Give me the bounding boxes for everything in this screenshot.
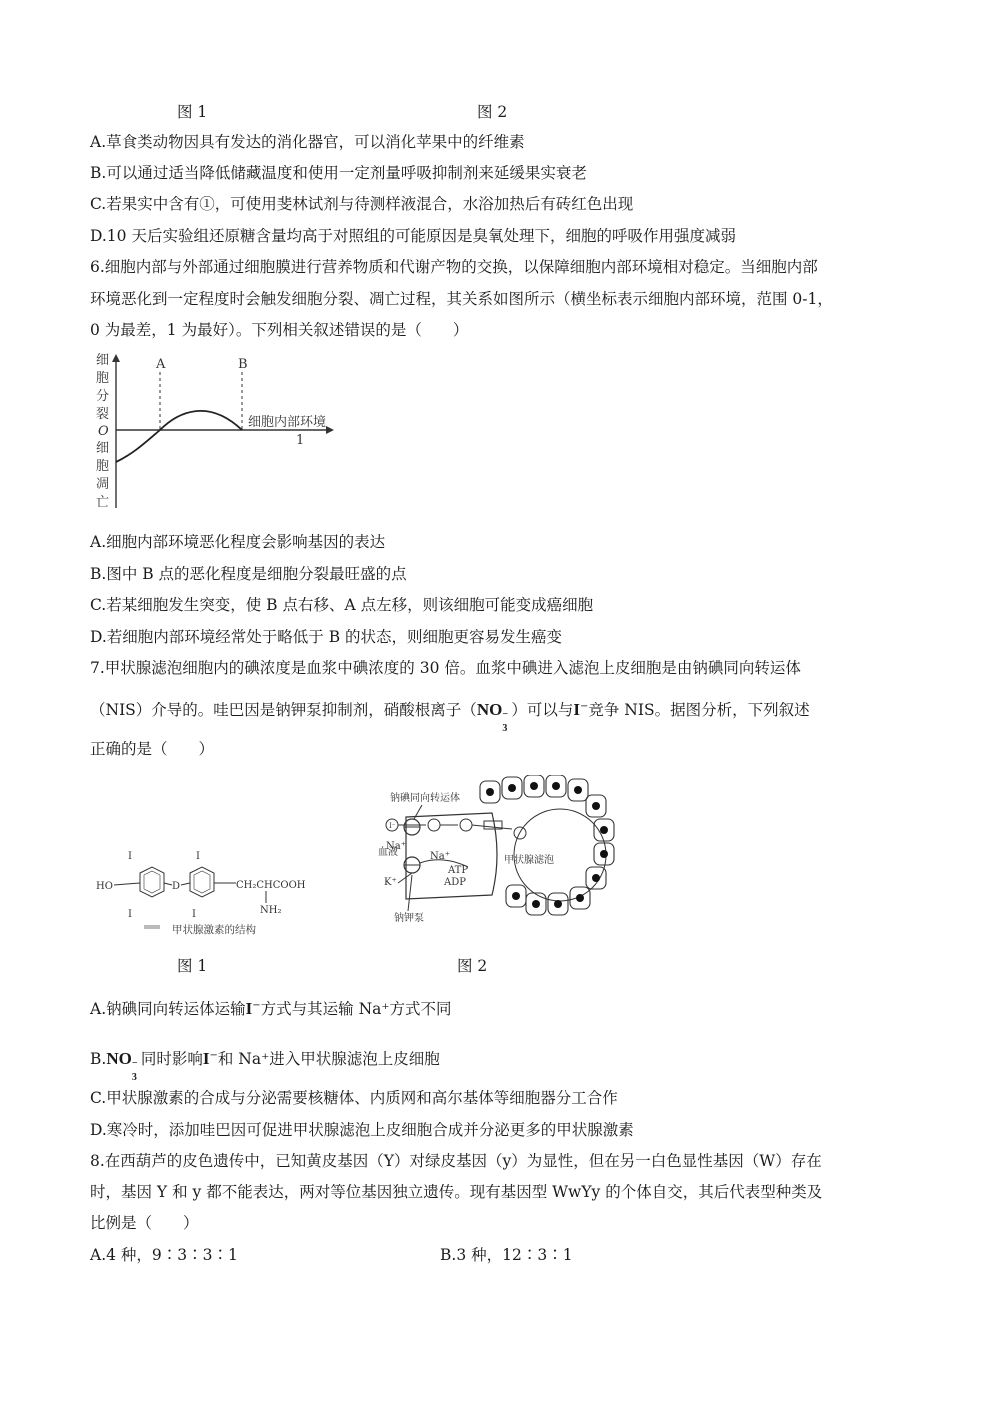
nitrate-subscript: 3 xyxy=(502,723,508,735)
x-axis-label: 细胞内部环境 xyxy=(248,415,327,430)
q6-option-b: B.图中 B 点的恶化程度是细胞分裂最旺盛的点 xyxy=(90,565,407,583)
follicle-nucleus-9 xyxy=(592,874,600,882)
x-axis-end-label: 1 xyxy=(296,433,305,448)
nis-label: 钠碘同向转运体 xyxy=(390,793,460,804)
q7-figure-2-caption: 图 2 xyxy=(457,957,488,975)
adp-label: ADP xyxy=(444,877,466,888)
benzene-ring-2 xyxy=(190,867,214,897)
q6-stem-line-2: 环境恶化到一定程度时会触发细胞分裂、凋亡过程，其关系如图所示（横坐标表示细胞内部环境，范围 0-1， xyxy=(90,290,833,308)
q7-option-a-part-1: A.钠碘同向转运体运输 xyxy=(90,1000,246,1019)
q7-option-b-nitrate xyxy=(106,1049,141,1084)
q7-option-b-part-3: 和 Na⁺进入甲状腺滤泡上皮细胞 xyxy=(217,1050,440,1069)
iodine-label-4: I xyxy=(192,909,196,920)
q8-stem-line-1: 8.在西葫芦的皮色遗传中，已知黄皮基因（Y）对绿皮基因（y）为显性，但在另一白色显性基因（W）存在 xyxy=(90,1152,822,1170)
follicle-nucleus-13 xyxy=(512,892,520,900)
follicle-nucleus-2 xyxy=(508,784,516,792)
q7-option-b-part-1: B. xyxy=(90,1050,107,1069)
arrow-iodide-out xyxy=(472,825,512,829)
q6-cell-environment-graph xyxy=(88,350,348,510)
hydroxyl-label: HO xyxy=(96,881,113,892)
iodine-label-2: I xyxy=(128,909,132,920)
q6-option-d: D.若细胞内部环境经常处于略低于 B 的状态，则细胞更容易发生癌变 xyxy=(90,628,563,646)
q6-stem-line-3: 0 为最差，1 为最好）。下列相关叙述错误的是（ ） xyxy=(90,321,469,339)
y-axis-lower-char-4: 亡 xyxy=(96,495,110,510)
nitrate-symbol: NO xyxy=(476,700,503,720)
benzene-ring-2-inner xyxy=(194,871,210,893)
y-axis-upper-char-1: 细 xyxy=(96,353,110,368)
q7-option-b-iodide: I xyxy=(202,1049,210,1069)
y-axis-upper-char-4: 裂 xyxy=(96,407,110,422)
side-chain-label: CH₂CHCOOH xyxy=(236,880,306,891)
nitrate-ion xyxy=(476,700,512,735)
x-axis-arrow-icon xyxy=(326,426,334,434)
iodide-text-1: I⁻ xyxy=(389,822,396,830)
bond-d-left xyxy=(164,883,172,885)
q7-option-a xyxy=(90,996,452,1019)
q7-option-b-nitrate-symbol: NO xyxy=(106,1049,132,1069)
graph-origin-label: O xyxy=(98,424,109,439)
q7-option-d: D.寒冷时，添加哇巴因可促进甲状腺滤泡上皮细胞合成并分泌更多的甲状腺激素 xyxy=(90,1121,634,1139)
thyroid-hormone-structure-figure xyxy=(92,845,332,940)
d-linker-label: D xyxy=(172,881,181,892)
q7-option-a-iodide-charge: − xyxy=(252,1000,261,1011)
q5-option-a: A.草食类动物因具有发达的消化器官，可以消化苹果中的纤维素 xyxy=(90,133,525,151)
q5-option-d: D.10 天后实验组还原糖含量均高于对照组的可能原因是臭氧处理下，细胞的呼吸作用强度减弱 xyxy=(90,227,736,245)
q7-option-b-iodide-charge: − xyxy=(209,1050,218,1061)
y-axis-lower-char-3: 凋 xyxy=(96,477,110,492)
follicle-nucleus-4 xyxy=(552,782,560,790)
nitrate-charge: − xyxy=(502,709,509,721)
q7-figure-1-caption: 图 1 xyxy=(177,957,208,975)
follicle-nucleus-3 xyxy=(530,782,538,790)
sodium-pump-label: Na⁺ xyxy=(430,851,450,862)
q7-option-a-iodide: I xyxy=(245,999,253,1019)
q6-option-a: A.细胞内部环境恶化程度会影响基因的表达 xyxy=(90,533,386,551)
q5-option-b: B.可以通过适当降低储藏温度和使用一定剂量呼吸抑制剂来延缓果实衰老 xyxy=(90,164,587,182)
iodide-cell-2-icon xyxy=(460,819,472,831)
point-a-label: A xyxy=(156,357,166,372)
benzene-ring-1 xyxy=(140,867,164,897)
q7-option-c: C.甲状腺激素的合成与分泌需要核糖体、内质网和高尔基体等细胞器分工合作 xyxy=(90,1089,618,1107)
potassium-label: K⁺ xyxy=(384,877,397,888)
q7-option-b-nitrate-charge: − xyxy=(131,1058,138,1070)
follicle-nucleus-5 xyxy=(574,786,582,794)
top-figure-2-caption: 图 2 xyxy=(477,103,508,121)
pump-label: 钠钾泵 xyxy=(394,913,424,924)
follicle-nucleus-10 xyxy=(576,894,584,902)
follicle-nucleus-7 xyxy=(600,826,608,834)
follicle-nucleus-6 xyxy=(592,802,600,810)
iodide-ion: I xyxy=(573,700,580,720)
q8-stem-line-2: 时，基因 Y 和 y 都不能表达，两对等位基因独立遗传。现有基因型 WwYy 的个体自交，其后代表型种类及 xyxy=(90,1183,823,1201)
q5-option-c: C.若果实中含有①，可使用斐林试剂与待测样液混合，水浴加热后有砖红色出现 xyxy=(90,195,634,213)
point-b-label: B xyxy=(238,357,248,372)
y-axis-lower-char-1: 细 xyxy=(96,441,110,456)
follicle-nucleus-11 xyxy=(554,900,562,908)
q8-option-b: B.3 种，12∶3∶1 xyxy=(440,1246,573,1264)
sodium-outer-label: Na⁺ xyxy=(386,841,406,852)
q7-option-b-nitrate-subscript: 3 xyxy=(131,1072,137,1084)
y-axis-upper-char-3: 分 xyxy=(96,389,110,404)
iodine-label-3: I xyxy=(196,851,200,862)
bond-ho xyxy=(114,883,140,885)
follicle-label: 甲状腺滤泡 xyxy=(504,855,554,866)
follicle-nucleus-8 xyxy=(600,850,608,858)
atp-label: ATP xyxy=(448,865,469,876)
arrow-potassium xyxy=(398,873,412,883)
q7-stem-part-c: 竞争 NIS。据图分析，下列叙述 xyxy=(588,701,810,720)
q7-stem-part-a: （NIS）介导的。哇巴因是钠钾泵抑制剂，硝酸根离子（ xyxy=(90,701,477,720)
follicle-cell-ring xyxy=(480,775,614,915)
iodine-label-1: I xyxy=(128,851,132,862)
top-figure-1-caption: 图 1 xyxy=(177,103,208,121)
amino-group-label: NH₂ xyxy=(260,905,282,916)
q6-stem-line-1: 6.细胞内部与外部通过细胞膜进行营养物质和代谢产物的交换，以保障细胞内部环境相对稳定。当细胞内部 xyxy=(90,258,818,276)
q7-stem-part-b: ）可以与 xyxy=(511,701,574,720)
benzene-ring-1-inner xyxy=(144,871,160,893)
y-axis-lower-char-2: 胞 xyxy=(96,459,110,474)
q7-option-b xyxy=(90,1046,440,1084)
q7-option-a-part-2: 方式与其运输 Na⁺方式不同 xyxy=(260,1000,452,1019)
pump-leader-line xyxy=(408,875,412,911)
q7-stem-line-1: 7.甲状腺滤泡细胞内的碘浓度是血浆中碘浓度的 30 倍。血浆中碘进入滤泡上皮细胞是由钠碘同向转运体 xyxy=(90,659,801,677)
q7-option-b-part-2: 同时影响 xyxy=(140,1050,203,1069)
thyroid-follicle-transport-figure xyxy=(372,775,622,925)
bond-d-right xyxy=(181,883,190,885)
iodide-charge: − xyxy=(579,701,589,712)
y-axis-upper-char-2: 胞 xyxy=(96,371,110,386)
iodide-cell-icon xyxy=(428,819,440,831)
structure-caption: 甲状腺激素的结构 xyxy=(172,924,256,936)
y-axis-arrow-icon xyxy=(112,354,120,362)
q7-stem-line-2 xyxy=(90,697,810,735)
caption-smudge xyxy=(144,925,160,929)
q7-stem-line-3: 正确的是（ ） xyxy=(90,740,215,758)
q6-option-c: C.若某细胞发生突变，使 B 点右移、A 点左移，则该细胞可能变成癌细胞 xyxy=(90,596,594,614)
cell-fate-curve xyxy=(116,411,242,462)
q8-stem-line-3: 比例是（ ） xyxy=(90,1214,199,1232)
q8-option-a: A.4 种，9∶3∶3∶1 xyxy=(90,1246,238,1264)
follicle-nucleus-1 xyxy=(486,788,494,796)
follicle-nucleus-12 xyxy=(532,900,540,908)
blood-label: 血液 xyxy=(378,847,398,858)
